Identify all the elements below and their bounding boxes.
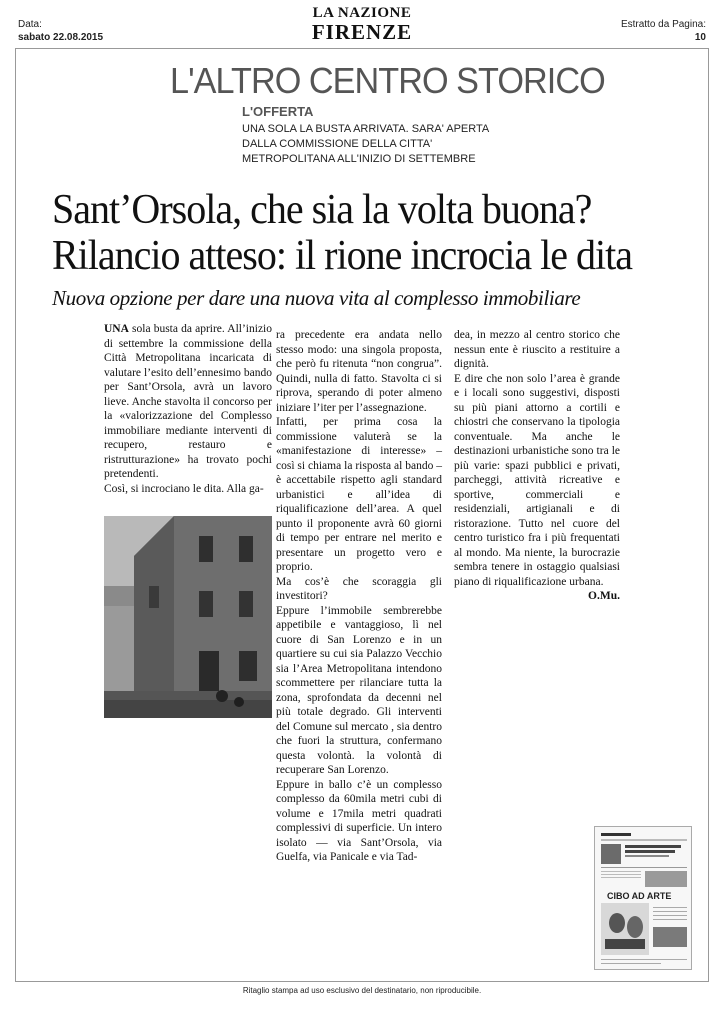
date-block — [18, 18, 103, 44]
edition-name: FIRENZE — [311, 20, 413, 44]
date-value: sabato 22.08.2015 — [18, 32, 104, 43]
title-line-2: Rilancio atteso: il rione incrocia le dita — [52, 231, 633, 279]
article-column-1 — [104, 322, 272, 496]
building-photo-image — [104, 516, 272, 718]
footer-disclaimer: Ritaglio stampa ad uso esclusivo del destinatario, non riproducibile. — [242, 986, 482, 995]
thumbnail-headline: CIBO AD ARTE — [607, 891, 672, 901]
paragraph: Eppure in ballo c’è un complesso complesso da 60mila metri cubi di volume e 17mila metri quadrati complessivi di superficie. Un intero isolato — via Sant’Orsola, via Guelfa, via Panicale e via Tad- — [276, 778, 442, 863]
section-title: L'ALTRO CENTRO STORICO — [170, 60, 605, 101]
article-photo — [104, 516, 272, 718]
page-thumbnail — [594, 826, 692, 970]
article-subtitle: Nuova opzione per dare una nuova vita al complesso immobiliare — [52, 286, 581, 310]
summary — [242, 122, 502, 167]
article-title — [52, 186, 692, 278]
page-number: 10 — [694, 32, 706, 43]
paragraph: E dire che non solo l’area è grande e i locali sono suggestivi, disposti su più piani attorno a cortili e chiostri che conservano la tipologia conventuale. Ma anche le destinazioni urbanistiche sono tra le più varie: spazi pubblici e privati, parcheggi, attività ricreative e sportive, commerciali e residenziali, artigianali e di ristorazione. Tutto nel cuore del centro turistico fra i più frequentati al mondo. Ma niente, la burocrazie sembra tenere in ostaggio qualsiasi piano di riqualificazione urbana. — [454, 372, 620, 588]
publication-name: LA NAZIONE — [312, 5, 412, 21]
title-line-1: Sant’Orsola, che sia la volta buona? — [52, 184, 592, 233]
paragraph: Così, si incrociano le dita. Alla ga- — [104, 482, 264, 495]
masthead — [262, 6, 462, 43]
paragraph: Infatti, per prima cosa la commissione valuterà se la «manifestazione di interesse» – così si chiama la risposta al bando – è accettabile rispetto agli standard urbanistici e all’idea di riqualificazione dell’area. A quel punto il proponente avrà 60 giorni di tempo per entrare nel merito e presentare un progetto vero e proprio. — [276, 416, 442, 573]
lead-word: UNA — [104, 323, 129, 335]
author-signature: O.Mu. — [588, 590, 620, 602]
article-column-3 — [454, 328, 620, 604]
summary-line: UNA SOLA LA BUSTA ARRIVATA. SARA' APERTA — [242, 123, 490, 135]
article-column-2 — [276, 328, 442, 865]
paragraph: UNA sola busta da aprire. All’inizio di settembre la commissione della Città Metropolitana incaricata di valutare l’esito dell’ennesimo bando per Sant’Orsola, avrà un lavoro lieve. Anche stavolta il concorso per la «valorizzazione del Complesso immobiliare mediante interventi di recupero, restauro e ristrutturazione» ha trovato pochi pretendenti. — [104, 323, 272, 480]
page-thumbnail-image — [595, 827, 692, 970]
kicker: L'OFFERTA — [242, 104, 314, 119]
page-block — [621, 18, 706, 44]
paragraph: dea, in mezzo al centro storico che nessun ente è riuscito a restituire a dignità. — [454, 329, 620, 370]
page-label: Estratto da Pagina: — [620, 19, 706, 30]
summary-line: METROPOLITANA ALL'INIZIO DI SETTEMBRE — [242, 153, 476, 165]
date-label: Data: — [18, 19, 42, 30]
paragraph: ra precedente era andata nello stesso modo: una singola proposta, che però fu ritenuta “non congrua”. Quindi, nulla di fatto. Stavolta ci si riprova, sperando di poter almeno iniziare l’iter per l’assegnazione. — [276, 329, 442, 414]
summary-line: DALLA COMMISSIONE DELLA CITTA' — [242, 138, 433, 150]
paragraph: Eppure l’immobile sembrerebbe appetibile e vantaggioso, lì nel cuore di San Lorenzo e in un quartiere su cui sia Palazzo Vecchio sia l’Area Metropolitana intendono scommettere per rilanciare tutta la zona, sprofondata da decenni nel più totale degrado. Gli interventi del Comune sul mercato , sia dentro che fuori la struttura, confermano questa volontà. la volontà di recuperare San Lorenzo. — [276, 604, 442, 776]
paragraph: Ma cos’è che scoraggia gli investitori? — [276, 575, 442, 602]
